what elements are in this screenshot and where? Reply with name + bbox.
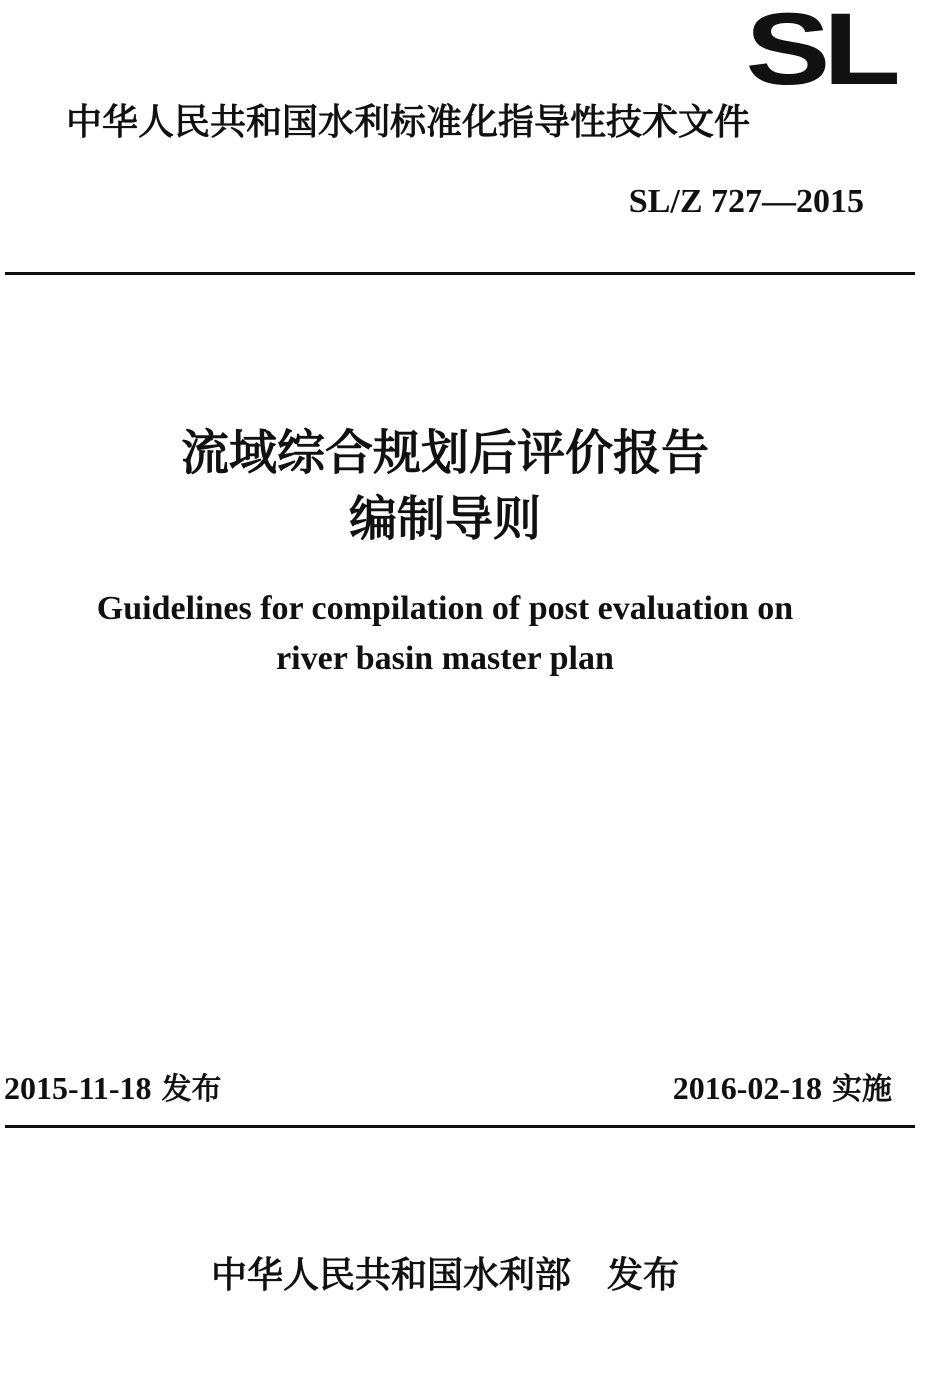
implementation-date-value: 2016-02-18 [672, 1070, 822, 1106]
standard-code: SL/Z 727—2015 [628, 183, 864, 220]
chinese-title [0, 420, 890, 552]
publisher-name: 中华人民共和国水利部 [210, 1255, 571, 1296]
english-title-line-1: Guidelines for compilation of post evaluation on [96, 590, 794, 627]
issue-date [4, 1066, 222, 1112]
issue-date-label: 发布 [161, 1072, 222, 1107]
implementation-date [673, 1066, 892, 1112]
issue-date-value: 2015-11-18 [4, 1070, 152, 1106]
sl-logo: SL [745, 0, 893, 106]
bottom-divider [5, 1125, 915, 1128]
english-title-line-2: river basin master plan [276, 640, 614, 677]
publisher-label: 发布 [607, 1255, 680, 1296]
english-title [0, 584, 890, 684]
chinese-title-line-2: 编制导则 [348, 491, 541, 547]
top-divider [5, 272, 915, 275]
publisher [0, 1252, 890, 1300]
implementation-date-label: 实施 [832, 1072, 892, 1107]
chinese-title-line-1: 流域综合规划后评价报告 [180, 425, 709, 481]
organization-heading: 中华人民共和国水利标准化指导性技术文件 [66, 102, 751, 143]
